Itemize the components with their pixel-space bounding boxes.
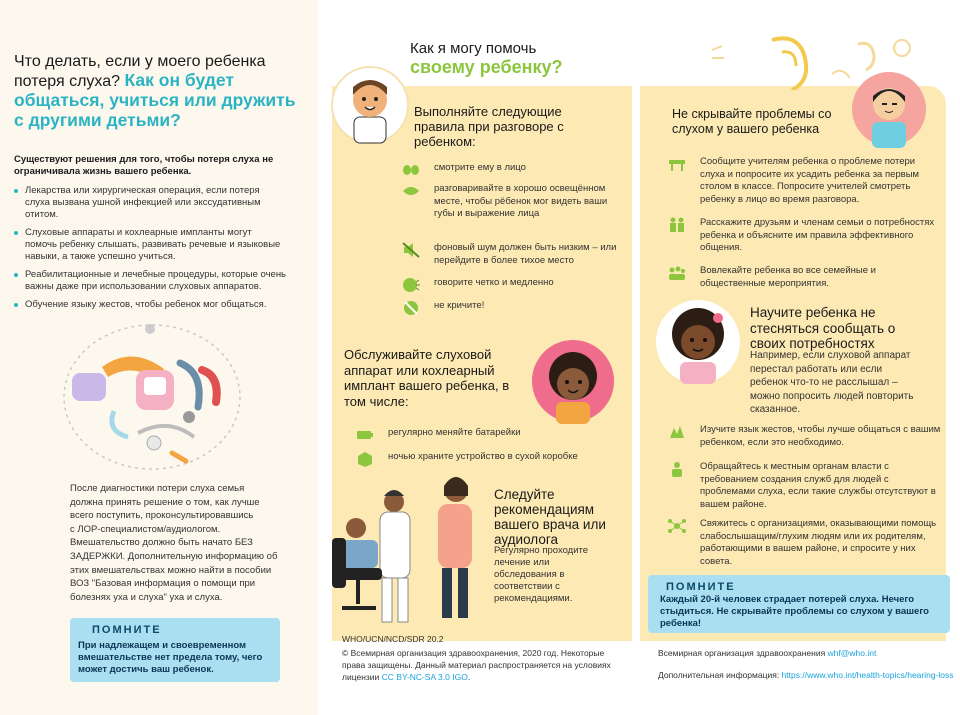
- group-activity-icon: [668, 265, 686, 281]
- remember-title: ПОМНИТЕ: [92, 624, 162, 636]
- left-subtitle: Существуют решения для того, чтобы потеря слуха не ограничивала жизнь вашего ребенка.: [14, 154, 274, 177]
- rule-item: [402, 242, 622, 267]
- middle-title: [410, 40, 562, 76]
- box-icon: [356, 451, 374, 467]
- teach-text: Например, если слуховой аппарат перестал работать или если ребенок что-то не расслышал – можно попросить людей повторить сказанное.: [750, 350, 914, 415]
- body-line: всего поступить, проконсультировавшись: [70, 510, 254, 522]
- sign-hands-icon: [668, 424, 686, 440]
- left-remember-box: [70, 618, 280, 682]
- left-title-question: Что делать, если у моего ребенка потеря слуха?: [14, 53, 266, 90]
- boy-avatar: [330, 65, 410, 145]
- info-label: Дополнительная информация:: [658, 670, 780, 680]
- more-info: [658, 670, 954, 680]
- body-line: Вмешательство должно быть начато БЕЗ: [70, 537, 253, 549]
- hide-text: Расскажите друзьям и членам семьи о потребностях ребенка и объясните им правила эффективного общения.: [700, 217, 935, 253]
- school-desk-icon: [668, 156, 686, 172]
- info-url-link[interactable]: https://www.who.int/health-topics/hearing-loss: [781, 670, 954, 680]
- license-tail: .: [467, 672, 471, 682]
- left-panel: [0, 0, 318, 715]
- lips-icon: [402, 183, 420, 199]
- right-remember-box: [648, 575, 950, 633]
- body-line: ЗАДЕРЖКИ. Дополнительную информацию об: [70, 550, 278, 562]
- rule-text: говорите четко и медленно: [434, 277, 554, 288]
- teach-item-text: Обращайтесь к местным органам власти с требованием создания служб для людей с проблемами слуха, если такие службы отсутствуют в вашем районе.: [700, 461, 936, 510]
- remember-text: Каждый 20-й человек страдает потерей слуха. Нечего стыдиться. Не скрывайте проблемы со слухом у вашего ребенка!: [660, 594, 929, 629]
- network-icon: [668, 518, 686, 534]
- bullet-item: Слуховые аппараты и кохлеарные импланты могут помочь ребенку слышать, развивать речевые и языковые навыки, а также успешно учиться.: [14, 227, 286, 263]
- middle-title-line1: Как я могу помочь: [410, 40, 537, 57]
- speaking-head-icon: [402, 277, 420, 293]
- teach-item: [668, 518, 942, 568]
- doctor-heading: Следуйте рекомендациям вашего врача или аудиолога: [494, 487, 606, 547]
- device-item: [356, 451, 596, 467]
- hide-item: [668, 156, 942, 206]
- copyright-text: © Всемирная организация здравоохранения, 2020 год. Некоторые права защищены. Данный материал распространяется на условиях лицензии: [342, 648, 611, 682]
- left-bullet-list: [14, 185, 286, 317]
- doctor-text: Регулярно проходите лечение или обследования в соответствии с рекомендациями.: [494, 545, 589, 604]
- official-icon: [668, 461, 686, 477]
- middle-panel: [318, 0, 640, 715]
- no-shout-icon: [402, 300, 420, 316]
- hide-text: Сообщите учителям ребенка о проблеме потери слуха и попросите их усадить ребенка за первым столом в классе. Попросите учителей смотреть ребенку в лицо во время разговора.: [700, 156, 920, 205]
- family-icon: [668, 217, 686, 233]
- right-panel: [640, 0, 960, 715]
- hide-item: [668, 217, 942, 255]
- teach-heading: Научите ребенка не стесняться сообщать о своих потребностях: [750, 305, 896, 351]
- bullet-item: Лекарства или хирургическая операция, если потеря слуха вызвана ушной инфекцией или экссудативным отитом.: [14, 185, 286, 221]
- body-line: должна принять решение о том, как лучше: [70, 496, 260, 508]
- device-text: ночью храните устройство в сухой коробке: [388, 451, 578, 462]
- org-email-link[interactable]: whf@who.int: [827, 648, 877, 658]
- body-line: болезнях уха и слуха" уха и слуха.: [70, 591, 223, 603]
- license-link[interactable]: CC BY-NC-SA 3.0 IGO: [381, 672, 468, 682]
- rule-item: [402, 162, 622, 178]
- rules-heading: Выполняйте следующие правила при разговоре с ребенком:: [414, 104, 564, 149]
- bullet-item: Реабилитационные и лечебные процедуры, которые очень важны даже при использовании слуховых аппаратов.: [14, 269, 286, 293]
- rule-text: не кричите!: [434, 300, 485, 311]
- document-code: WHO/UCN/NCD/SDR 20.2: [342, 634, 444, 644]
- teach-item: [668, 424, 942, 449]
- body-line: с ЛОР-специалистом/аудиологом.: [70, 523, 221, 535]
- battery-icon: [356, 427, 374, 443]
- device-heading: Обслуживайте слуховой аппарат или кохлеарный имплант вашего ребенка, в том числе:: [344, 347, 510, 409]
- rule-text: разговаривайте в хорошо освещённом месте, чтобы рёбенок мог видеть ваши губы и выражение лица: [434, 183, 608, 219]
- rule-item: [402, 183, 622, 221]
- hide-text: Вовлекайте ребенка во все семейные и общественные мероприятия.: [700, 265, 876, 289]
- left-body-text: [70, 482, 296, 604]
- teach-item-text: Свяжитесь с организациями, оказывающими помощь слабослышащим/глухим людям или их родителям, работающими в вашем районе, и спросите у них совета.: [700, 518, 937, 567]
- device-item: [356, 427, 546, 443]
- rule-item: [402, 300, 622, 316]
- remember-title: ПОМНИТЕ: [666, 581, 736, 593]
- org-label: Всемирная организация здравоохранения: [658, 648, 826, 658]
- copyright-note: [342, 647, 622, 683]
- doctor-visit-illustration: [328, 468, 496, 626]
- body-line: После диагностики потери слуха семья: [70, 483, 245, 494]
- mute-speaker-icon: [402, 242, 420, 258]
- org-contact: [658, 648, 876, 658]
- body-line: ВОЗ "Базовая информация о помощи при: [70, 578, 256, 590]
- teach-item-text: Изучите язык жестов, чтобы лучше общаться с вашим ребенком, если это необходимо.: [700, 424, 941, 448]
- teach-item: [668, 461, 942, 511]
- hide-heading: Не скрывайте проблемы со слухом у вашего ребенка: [672, 107, 832, 136]
- rule-text: фоновый шум должен быть низким – или перейдите в более тихое место: [434, 242, 617, 266]
- girl-avatar: [654, 298, 742, 386]
- left-title: [14, 52, 304, 131]
- middle-title-line2: своему ребенку?: [410, 57, 563, 77]
- eyes-icon: [402, 162, 420, 178]
- hearing-devices-illustration: [52, 315, 252, 480]
- rule-item: [402, 277, 622, 293]
- hide-item: [668, 265, 942, 290]
- rule-text: смотрите ему в лицо: [434, 162, 526, 173]
- left-title-highlight: Как он будет общаться, учиться или дружить с другими детьми?: [14, 70, 296, 130]
- body-line: этих вмешательствах можно найти в пособии: [70, 564, 272, 576]
- device-text: регулярно меняйте батарейки: [388, 427, 521, 438]
- asian-boy-avatar: [850, 70, 928, 148]
- bullet-item: Обучение языку жестов, чтобы ребенок мог общаться.: [14, 299, 286, 311]
- remember-text: При надлежащем и своевременном вмешательстве нет предела тому, чего может достичь ваш ребенок.: [78, 640, 263, 675]
- curly-girl-avatar: [530, 338, 616, 424]
